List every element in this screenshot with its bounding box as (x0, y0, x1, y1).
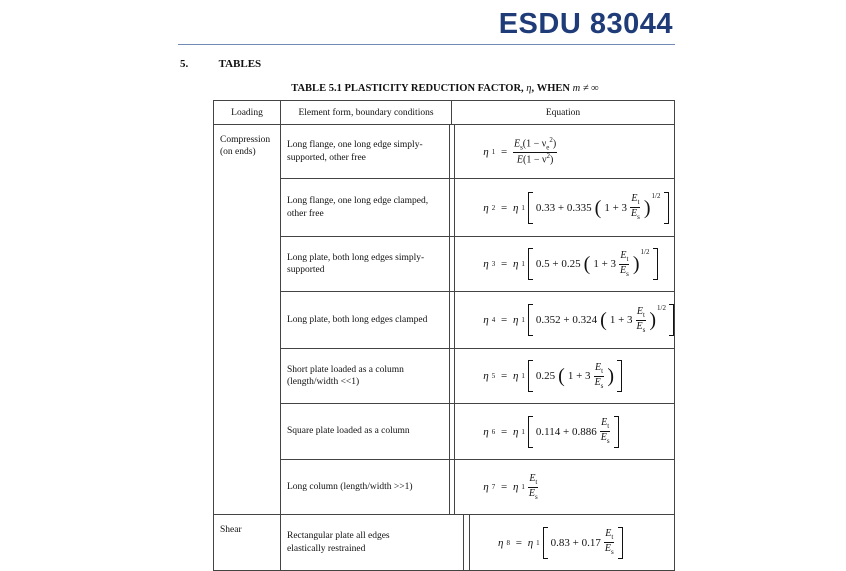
table-row (281, 460, 674, 514)
caption-text: TABLE 5.1 PLASTICITY REDUCTION FACTOR, (291, 83, 527, 94)
equation: η 6 = η 1 0.114 + 0.886 $\frac{E_t}{E_s}$ (483, 416, 618, 448)
equation: η 8 = η 1 0.83 + 0.17 $\frac{E_t}{E_s}$ (498, 527, 623, 559)
element-condition: Long column (length/width >>1) (287, 481, 413, 492)
equation: η 2 = η 1 0.33 + 0.335 ( 1 + 3 $\frac{E_t}{E_s}$ ) $^{1/2}$ (483, 192, 668, 224)
header-loading: Loading (214, 101, 281, 125)
document-code: ESDU 83044 (498, 8, 673, 40)
table-row (281, 125, 674, 179)
equation-cell (455, 292, 674, 349)
equation-cell (455, 237, 674, 292)
equation-cell (455, 404, 674, 460)
table-row (281, 292, 674, 349)
element-condition: Long plate, both long edges simply- supported (281, 237, 449, 292)
table-row (281, 515, 674, 570)
equation: η 7 = η 1 $\frac{E_t}{E_s}$ (483, 472, 538, 501)
equation-cell (470, 515, 674, 570)
equation-cell (455, 125, 674, 179)
section-number: 5. (180, 58, 189, 70)
table-group (214, 125, 675, 515)
section-title: TABLES (218, 58, 262, 70)
table-row (281, 237, 674, 292)
table-row (281, 349, 674, 404)
header-rule (178, 44, 675, 45)
loading-cell: Compression (on ends) (214, 125, 281, 515)
table-row (281, 179, 674, 237)
loading-cell: Shear (214, 515, 281, 571)
element-condition: Rectangular plate all edges elastically restrained (287, 531, 390, 554)
header-element: Element form, boundary conditions (281, 101, 452, 125)
element-condition: Square plate loaded as a column (281, 404, 449, 460)
element-condition: Short plate loaded as a column (length/width <<1) (281, 349, 449, 404)
equation-cell (455, 179, 674, 237)
element-condition: Long plate, both long edges clamped (281, 292, 449, 349)
equation-cell (455, 460, 674, 514)
equation: η 5 = η 1 0.25 ( 1 + 3 $\frac{E_t}{E_s}$ ) (483, 360, 622, 392)
caption-when: , WHEN (531, 83, 573, 94)
table-row (281, 404, 674, 460)
table-header-row (214, 101, 675, 125)
header-equation: Equation (452, 101, 675, 125)
element-condition: Long flange, one long edge simply- supported, other free (281, 125, 449, 179)
equation-cell (455, 349, 674, 404)
caption-eta: η (526, 83, 532, 94)
equation: η 1 = $\frac{E_s(1 - \nu_e^2)}{E(1 - \nu^2)}$ (483, 136, 557, 166)
equation: η 3 = η 1 0.5 + 0.25 ( 1 + 3 $\frac{E_t}{E_s}$ ) $^{1/2}$ (483, 248, 657, 280)
plasticity-table (213, 100, 675, 571)
table-caption (214, 83, 676, 94)
caption-condition: m ≠ ∞ (572, 83, 599, 94)
table-group (214, 515, 675, 571)
section-heading (180, 58, 261, 70)
equation: η 4 = η 1 0.352 + 0.324 ( 1 + 3 $\frac{E_t}{E_s}$ ) $^{1/2}$ (483, 304, 674, 336)
element-condition: Long flange, one long edge clamped, other free (281, 179, 449, 237)
